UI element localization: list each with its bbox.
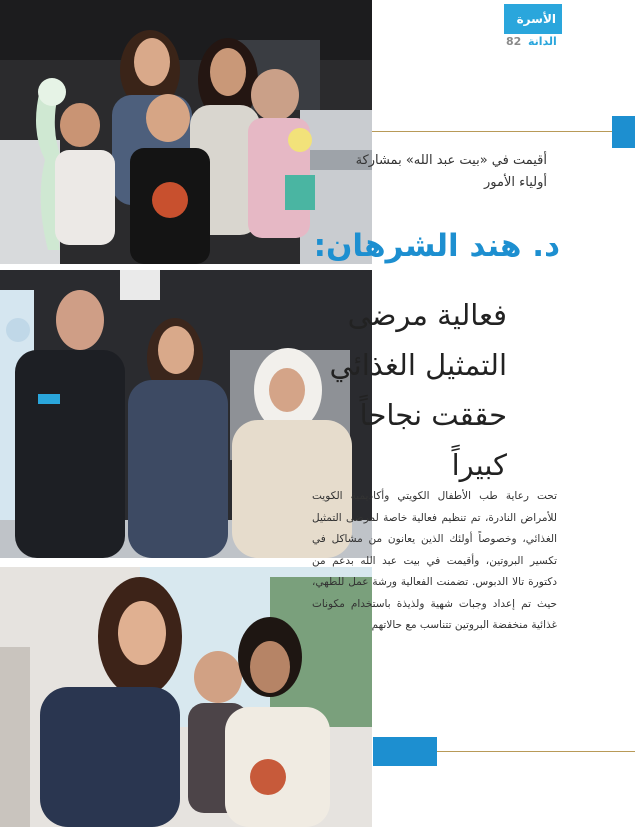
- accent-block-bottom: [373, 737, 437, 766]
- bottom-rule: [437, 751, 635, 752]
- page-number: 82: [506, 35, 522, 48]
- headline: فعالية مرضى التمثيل الغذائي حققت نجاحاً كبيراً: [329, 298, 507, 482]
- accent-block-top: [612, 116, 635, 148]
- magazine-logo: الدانة: [528, 35, 557, 48]
- photo-family-group: [0, 0, 372, 264]
- article-body: تحت رعاية طب الأطفال الكويتي وأكاديمية الكويت للأمراض النادرة، تم تنظيم فعالية خاصة لمرضى التمثيل الغذائي، وخصوصاً أولئك الذين يعانون من مشاكل في تكسير البروتين، وأقيمت في بيت عبد الله بدعم من دكتورة تالا الدبوس. تضمنت الفعالية ورشة عمل للطهي، حيث تم إعداد وجبات شهية ولذيذة باستخدام مكونات غذائية منخفضة البروتين تتناسب مع حالاتهم: [312, 490, 557, 631]
- section-tag: [504, 4, 562, 50]
- top-rule: [372, 131, 612, 132]
- section-label: الأسرة: [504, 4, 562, 34]
- doctor-name: د. هند الشرهان:: [313, 228, 560, 264]
- event-location: أقيمت في «بيت عبد الله» بمشاركة أولياء الأمور: [355, 153, 547, 190]
